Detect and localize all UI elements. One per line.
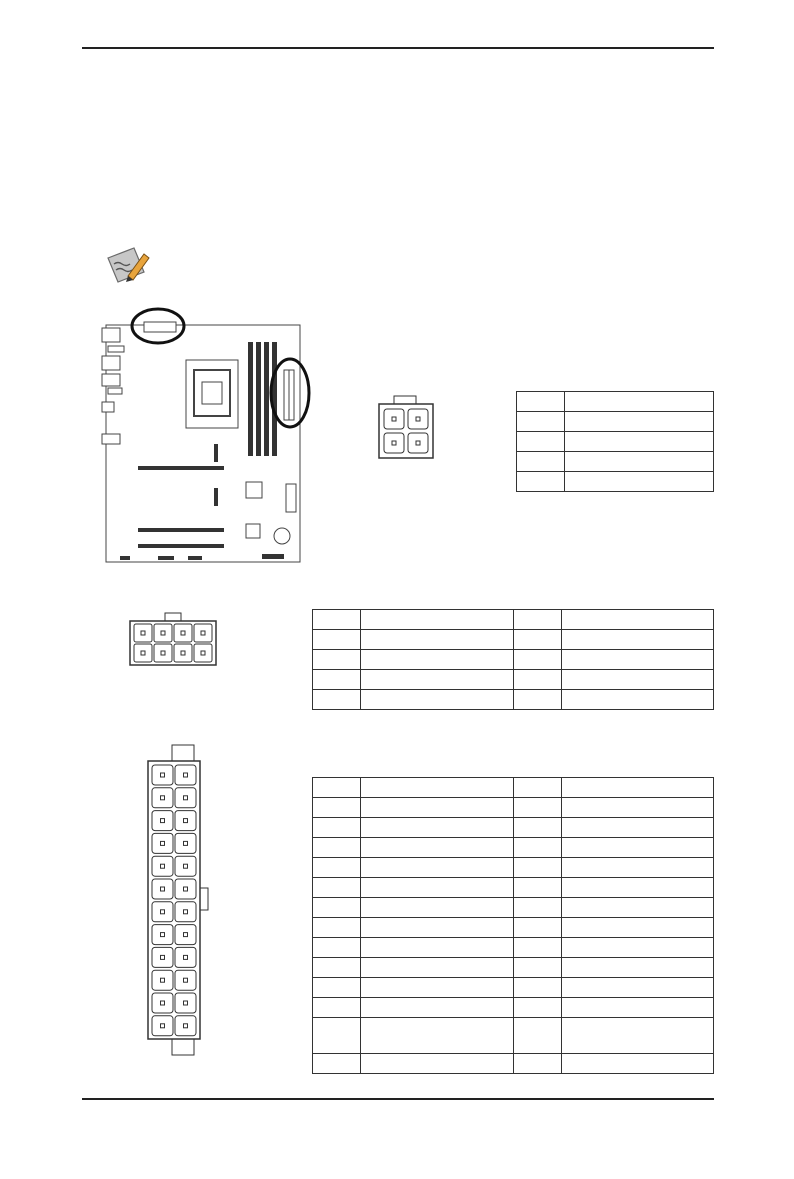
table-row	[313, 958, 714, 978]
pin-socket	[175, 902, 196, 922]
pin-socket	[175, 1016, 196, 1036]
pin-socket	[175, 925, 196, 945]
pin-socket	[175, 765, 196, 785]
pin-socket	[175, 788, 196, 808]
table-row	[517, 412, 714, 432]
8-pin-connector-icon	[127, 612, 219, 668]
pin-socket	[152, 833, 173, 853]
table-row	[517, 392, 714, 412]
table-row	[313, 898, 714, 918]
bottom-rule	[82, 1098, 714, 1100]
pin-socket	[175, 947, 196, 967]
table-row	[313, 610, 714, 630]
table-row	[313, 818, 714, 838]
table-row	[517, 472, 714, 492]
pin-socket	[152, 1016, 173, 1036]
table-row	[313, 918, 714, 938]
4-pin-connector-icon	[376, 395, 436, 461]
table-row	[313, 650, 714, 670]
pin-socket	[152, 856, 173, 876]
pin-socket	[175, 879, 196, 899]
motherboard-diagram	[98, 298, 322, 568]
pin-socket	[152, 970, 173, 990]
note-pencil-icon	[104, 242, 152, 290]
table-row	[313, 858, 714, 878]
table-row	[313, 1018, 714, 1054]
pin-socket	[175, 970, 196, 990]
pin-socket	[175, 811, 196, 831]
4-pin-table	[516, 391, 714, 492]
table-row	[313, 998, 714, 1018]
table-row	[313, 670, 714, 690]
table-row	[313, 978, 714, 998]
table-row	[313, 778, 714, 798]
table-row	[517, 432, 714, 452]
table-row	[313, 1054, 714, 1074]
pin-socket	[152, 879, 173, 899]
table-row	[313, 690, 714, 710]
pin-socket	[175, 993, 196, 1013]
pin-socket	[152, 902, 173, 922]
8-pin-table	[312, 609, 714, 710]
table-row	[313, 838, 714, 858]
pin-socket	[152, 765, 173, 785]
pin-socket	[175, 833, 196, 853]
table-row	[313, 630, 714, 650]
top-rule	[82, 47, 714, 49]
pin-socket	[152, 947, 173, 967]
table-row	[313, 798, 714, 818]
pin-socket	[152, 811, 173, 831]
pin-socket	[152, 993, 173, 1013]
table-row	[313, 878, 714, 898]
pin-socket	[152, 925, 173, 945]
24-pin-table	[312, 777, 714, 1074]
table-row	[313, 938, 714, 958]
24-pin-connector-icon	[144, 744, 210, 1056]
table-row	[517, 452, 714, 472]
pin-socket	[152, 788, 173, 808]
pin-socket	[175, 856, 196, 876]
